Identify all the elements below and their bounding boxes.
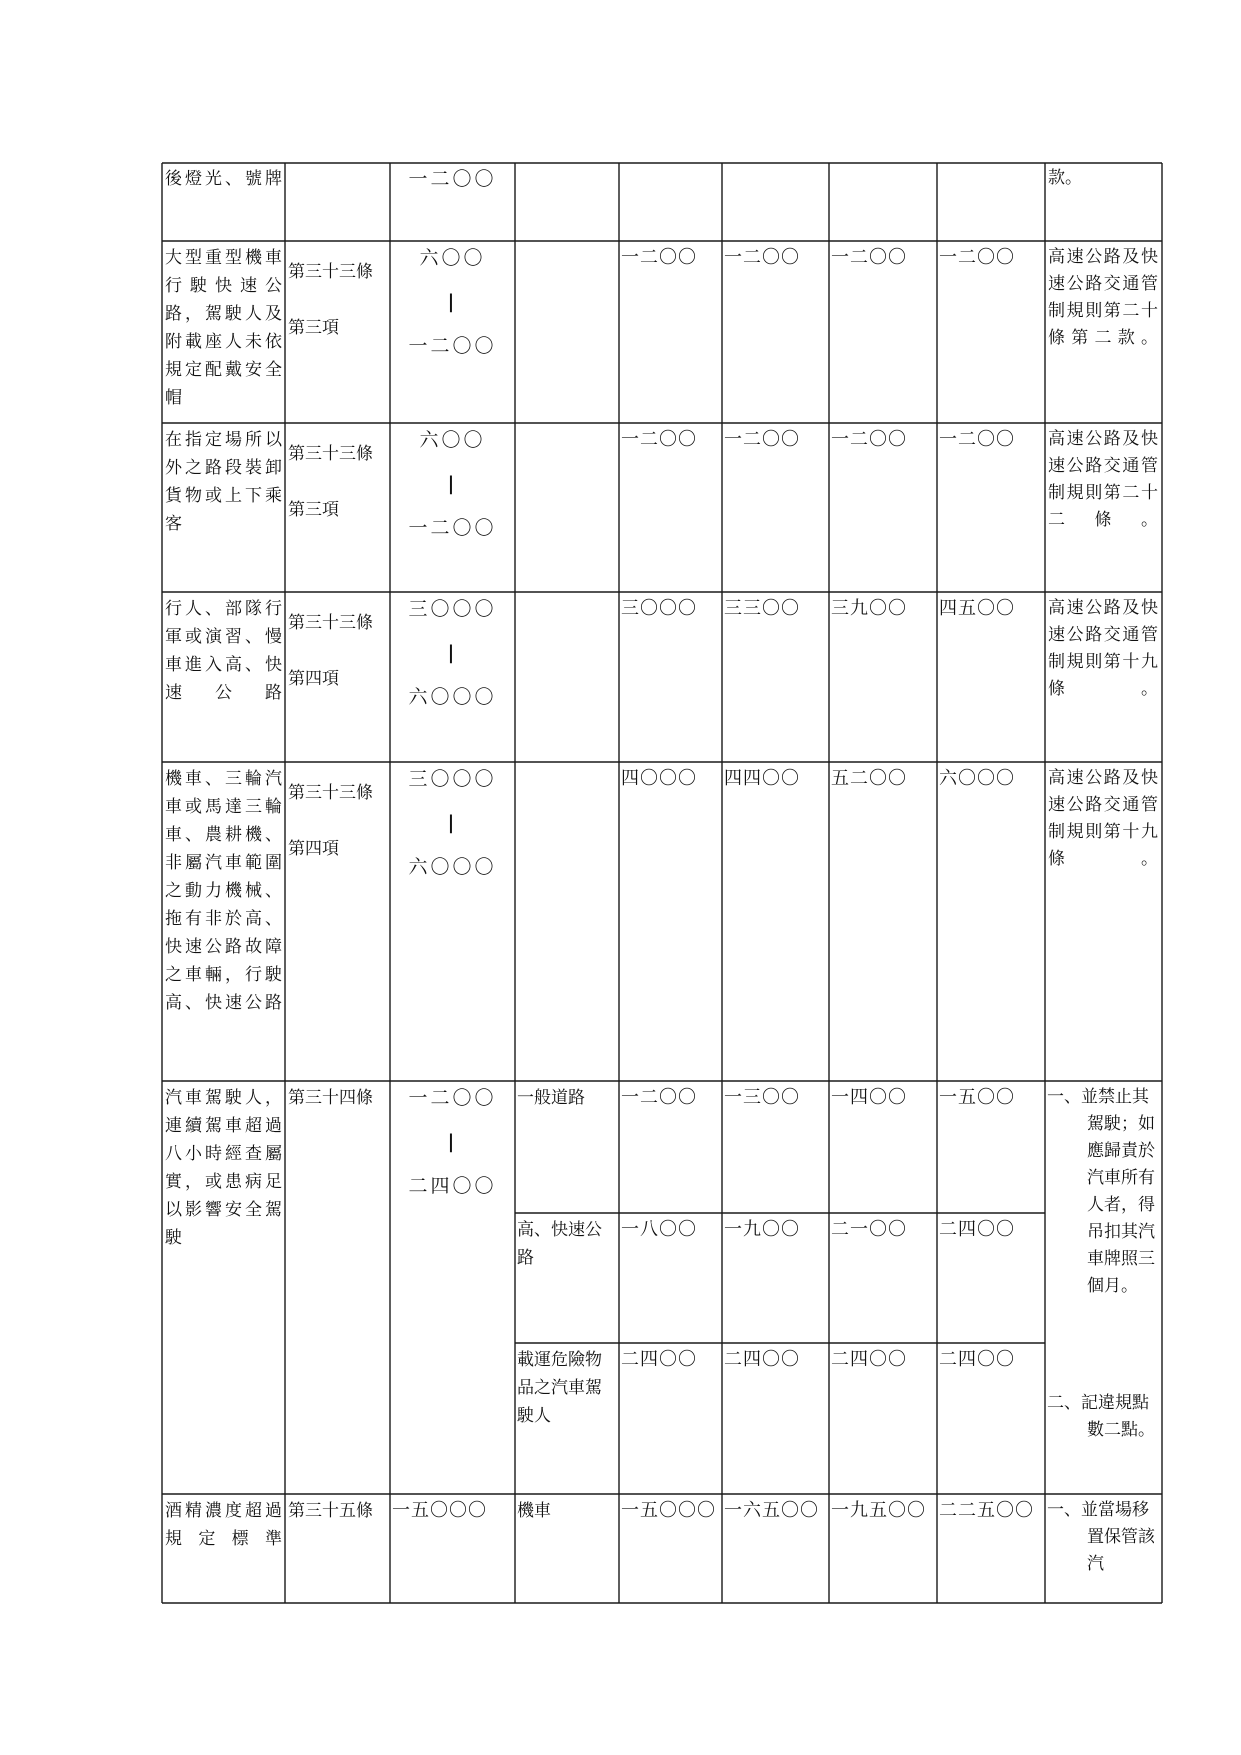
row-1-remark: 高速公路及快速公路交通管制規則第二十條第二款。 <box>1048 247 1158 348</box>
row-1-fine-4: 一二〇〇 <box>939 247 1015 268</box>
row-4-description: 機車、三輪汽車或馬達三輪車、農耕機、非屬汽車範圍之動力機械、拖有非於高、快速公路故障之車輛，行駛高、快速公路 <box>165 769 282 1013</box>
row-3-remark: 高速公路及快速公路交通管制規則第十九條。 <box>1048 598 1158 699</box>
remark-number: 一、 <box>1047 1500 1081 1520</box>
row-6-fine-2: 一六五〇〇 <box>724 1500 819 1521</box>
row-2-article: 第三十三條第三項 <box>288 444 373 520</box>
row-3-fine-4: 四五〇〇 <box>939 598 1015 619</box>
row-6-remark-1 <box>1047 1497 1160 1578</box>
remark-text: 並當場移置保管該汽 <box>1081 1500 1155 1574</box>
row-1-range-min: 六〇〇 <box>419 247 486 269</box>
row-5-article: 第三十四條 <box>288 1088 373 1108</box>
row-4-range-max: 六〇〇〇 <box>408 856 497 878</box>
row-2-fine-4: 一二〇〇 <box>939 429 1015 450</box>
row-3-range-min: 三〇〇〇 <box>408 598 497 620</box>
row-0-range-min: 一二〇〇 <box>408 168 497 190</box>
row-1-fine-1: 一二〇〇 <box>621 247 697 268</box>
remark-text: 並禁止其駕駛；如應歸責於汽車所有人者，得吊扣其汽車牌照三個月。 <box>1081 1087 1155 1296</box>
row-5-sub-1-fine-1: 一二〇〇 <box>621 1087 697 1108</box>
row-2-range <box>392 426 513 542</box>
row-5-sub-2-fine-3: 二一〇〇 <box>831 1219 907 1240</box>
row-2-fine-2: 一二〇〇 <box>724 429 800 450</box>
remark-number: 一、 <box>1047 1087 1081 1107</box>
row-3-fine-3: 三九〇〇 <box>831 598 907 619</box>
row-5-sub-1-fine-3: 一四〇〇 <box>831 1087 907 1108</box>
row-5-category-3: 載運危險物品之汽車駕駛人 <box>517 1350 602 1426</box>
row-5-sub-2-fine-2: 一九〇〇 <box>724 1219 800 1240</box>
row-3-range <box>392 595 513 711</box>
row-2-description: 在指定場所以外之路段裝卸貨物或上下乘客 <box>165 430 282 534</box>
row-4-range <box>392 765 513 881</box>
row-6-fine-1: 一五〇〇〇 <box>621 1500 716 1521</box>
row-4-fine-2: 四四〇〇 <box>724 768 800 789</box>
range-separator: | <box>447 473 458 495</box>
row-5-sub-3-fine-2: 二四〇〇 <box>724 1349 800 1370</box>
row-5-sub-3-fine-4: 二四〇〇 <box>939 1349 1015 1370</box>
row-3-description: 行人、部隊行軍或演習、慢車進入高、快速公路 <box>165 599 282 703</box>
range-separator: | <box>447 812 458 834</box>
row-5-sub-1-fine-2: 一三〇〇 <box>724 1087 800 1108</box>
row-3-fine-2: 三三〇〇 <box>724 598 800 619</box>
row-3-range-max: 六〇〇〇 <box>408 686 497 708</box>
row-5-sub-1-fine-4: 一五〇〇 <box>939 1087 1015 1108</box>
row-2-range-max: 一二〇〇 <box>408 517 497 539</box>
row-5-category-2: 高、快速公路 <box>517 1220 602 1268</box>
remark-number: 二、 <box>1047 1393 1081 1413</box>
row-6-fine-3: 一九五〇〇 <box>831 1500 926 1521</box>
row-5-sub-2-fine-1: 一八〇〇 <box>621 1219 697 1240</box>
row-2-range-min: 六〇〇 <box>419 429 486 451</box>
row-6-category: 機車 <box>517 1501 551 1521</box>
row-4-fine-3: 五二〇〇 <box>831 768 907 789</box>
row-5-sub-3-fine-3: 二四〇〇 <box>831 1349 907 1370</box>
row-5-description: 汽車駕駛人，連續駕車超過八小時經查屬實，或患病足以影響安全駕駛 <box>165 1088 282 1248</box>
row-5-sub-2-fine-4: 二四〇〇 <box>939 1219 1015 1240</box>
row-6-fine-4: 二二五〇〇 <box>939 1500 1034 1521</box>
row-1-fine-2: 一二〇〇 <box>724 247 800 268</box>
row-5-sub-3-fine-1: 二四〇〇 <box>621 1349 697 1370</box>
row-3-fine-1: 三〇〇〇 <box>621 598 697 619</box>
row-2-remark: 高速公路及快速公路交通管制規則第二十二條。 <box>1048 429 1158 530</box>
row-1-fine-3: 一二〇〇 <box>831 247 907 268</box>
row-5-range-max: 二四〇〇 <box>408 1175 497 1197</box>
remark-text: 記違規點數二點。 <box>1081 1393 1155 1440</box>
row-4-fine-1: 四〇〇〇 <box>621 768 697 789</box>
row-4-range-min: 三〇〇〇 <box>408 768 497 790</box>
row-0-remark: 款。 <box>1048 168 1082 188</box>
row-6-description: 酒精濃度超過規定標準 <box>165 1501 282 1549</box>
row-6-range-min: 一五〇〇〇 <box>392 1500 487 1521</box>
row-3-article: 第三十三條第四項 <box>288 613 373 689</box>
row-4-article: 第三十三條第四項 <box>288 783 373 859</box>
row-2-fine-1: 一二〇〇 <box>621 429 697 450</box>
row-5-remark-1 <box>1047 1084 1160 1300</box>
range-separator: | <box>447 1131 458 1153</box>
range-separator: | <box>447 291 458 313</box>
row-5-range-min: 一二〇〇 <box>408 1087 497 1109</box>
row-1-article: 第三十三條第三項 <box>288 262 373 338</box>
row-4-fine-4: 六〇〇〇 <box>939 768 1015 789</box>
row-1-range <box>392 244 513 360</box>
range-separator: | <box>447 642 458 664</box>
row-5-remark-2 <box>1047 1390 1160 1444</box>
row-2-fine-3: 一二〇〇 <box>831 429 907 450</box>
row-1-description: 大型重型機車行駛快速公路，駕駛人及附載座人未依規定配戴安全帽 <box>165 248 282 408</box>
row-0-description: 後燈光、號牌 <box>165 169 282 189</box>
row-6-article: 第三十五條 <box>288 1501 373 1521</box>
row-4-remark: 高速公路及快速公路交通管制規則第十九條。 <box>1048 768 1158 869</box>
row-5-category-1: 一般道路 <box>517 1088 585 1108</box>
row-1-range-max: 一二〇〇 <box>408 335 497 357</box>
row-5-range <box>392 1084 513 1200</box>
